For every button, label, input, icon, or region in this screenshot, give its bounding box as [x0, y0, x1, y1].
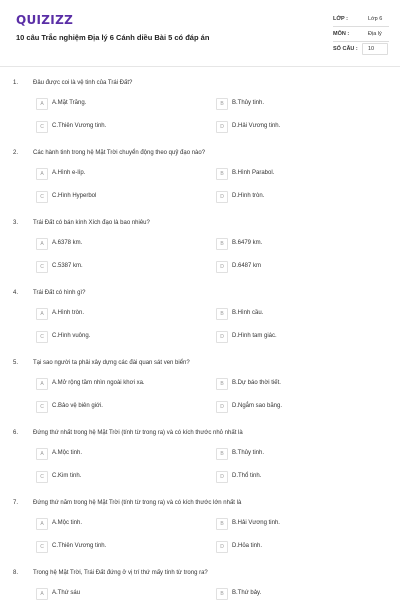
page-title: 10 câu Trắc nghiệm Địa lý 6 Cánh diều Bài 5 có đáp án	[16, 33, 210, 42]
answer-option-b[interactable]	[216, 588, 386, 600]
meta-subject-label: MÔN :	[333, 31, 350, 37]
meta-count-label: SỐ CÂU :	[333, 46, 358, 52]
question-number: 1.	[13, 80, 19, 86]
question-text: Các hành tinh trong hệ Mặt Trời chuyển động theo quỹ đạo nào?	[33, 150, 206, 156]
answer-option-b[interactable]	[216, 98, 386, 110]
answer-option-a[interactable]	[36, 98, 206, 110]
option-text: D.Hình tròn.	[232, 193, 265, 199]
answer-option-b[interactable]	[216, 518, 386, 530]
answer-option-d[interactable]	[216, 471, 386, 483]
option-text: C.Hình vuông.	[52, 333, 91, 339]
answer-option-d[interactable]	[216, 331, 386, 343]
option-letter-box: A	[36, 448, 48, 460]
header-divider	[0, 66, 400, 67]
answer-option-d[interactable]	[216, 191, 386, 203]
option-text: A.6378 km.	[52, 240, 83, 246]
question-number: 2.	[13, 150, 19, 156]
answer-option-a[interactable]	[36, 308, 206, 320]
answer-option-c[interactable]	[36, 121, 206, 133]
question-text: Trong hệ Mặt Trời, Trái Đất đứng ở vị trí thứ mấy tính từ trong ra?	[33, 570, 208, 576]
answer-option-a[interactable]	[36, 588, 206, 600]
answer-option-c[interactable]	[36, 471, 206, 483]
option-text: A.Hình e-líp.	[52, 170, 86, 176]
option-text: D.Ngắm sao băng.	[232, 403, 283, 409]
question-number: 3.	[13, 220, 19, 226]
option-text: A.Mộc tinh.	[52, 450, 83, 456]
option-letter-box: B	[216, 378, 228, 390]
answer-option-c[interactable]	[36, 331, 206, 343]
option-text: B.Thủy tinh.	[232, 100, 265, 106]
option-text: B.Thứ bảy.	[232, 590, 262, 596]
option-letter-box: B	[216, 448, 228, 460]
option-text: C.Bảo vệ biên giới.	[52, 403, 103, 409]
option-text: B.Dự báo thời tiết.	[232, 380, 281, 386]
option-letter-box: B	[216, 238, 228, 250]
option-letter-box: C	[36, 471, 48, 483]
option-letter-box: B	[216, 588, 228, 600]
question-text: Đứng thứ năm trong hệ Mặt Trời (tính từ trong ra) và có kích thước lớn nhất là	[33, 500, 242, 506]
option-text: A.Mộc tinh.	[52, 520, 83, 526]
question-text: Đâu được coi là vệ tinh của Trái Đất?	[33, 80, 133, 86]
option-text: B.Hình Parabol.	[232, 170, 275, 176]
option-letter-box: B	[216, 98, 228, 110]
option-text: D.Hình tam giác.	[232, 333, 277, 339]
answer-option-a[interactable]	[36, 518, 206, 530]
answer-option-d[interactable]	[216, 401, 386, 413]
option-text: C.Thiên Vương tinh.	[52, 123, 107, 129]
worksheet-header	[0, 0, 400, 64]
answer-option-a[interactable]	[36, 238, 206, 250]
answer-option-d[interactable]	[216, 541, 386, 553]
question-text: Trái Đất có hình gì?	[33, 290, 86, 296]
option-text: B.Hải Vương tinh.	[232, 520, 280, 526]
answer-option-d[interactable]	[216, 121, 386, 133]
question-number: 7.	[13, 500, 19, 506]
option-letter-box: C	[36, 401, 48, 413]
answer-option-b[interactable]	[216, 238, 386, 250]
answer-option-c[interactable]	[36, 261, 206, 273]
meta-divider	[333, 26, 389, 27]
option-letter-box: C	[36, 121, 48, 133]
option-text: C.Kim tinh.	[52, 473, 82, 479]
answer-option-a[interactable]	[36, 378, 206, 390]
option-letter-box: B	[216, 518, 228, 530]
option-letter-box: D	[216, 401, 228, 413]
option-text: C.5387 km.	[52, 263, 83, 269]
option-letter-box: A	[36, 518, 48, 530]
answer-option-c[interactable]	[36, 401, 206, 413]
question-count-box	[362, 43, 388, 55]
answer-option-a[interactable]	[36, 448, 206, 460]
option-letter-box: C	[36, 331, 48, 343]
answer-option-b[interactable]	[216, 448, 386, 460]
option-letter-box: D	[216, 261, 228, 273]
option-text: A.Hình tròn.	[52, 310, 85, 316]
option-text: D.Hỏa tinh.	[232, 543, 263, 549]
option-text: B.Thủy tinh.	[232, 450, 265, 456]
option-text: A.Mặt Trăng.	[52, 100, 87, 106]
option-text: D.Thổ tinh.	[232, 473, 262, 479]
option-letter-box: C	[36, 191, 48, 203]
question-text: Đứng thứ nhất trong hệ Mặt Trời (tính từ trong ra) và có kích thước nhỏ nhất là	[33, 430, 243, 436]
option-letter-box: B	[216, 168, 228, 180]
question-text: Trái Đất có bán kính Xích đạo là bao nhiêu?	[33, 220, 150, 226]
option-letter-box: A	[36, 238, 48, 250]
option-letter-box: C	[36, 541, 48, 553]
meta-class-value: Lớp 6	[368, 16, 383, 22]
answer-option-b[interactable]	[216, 308, 386, 320]
meta-class-label: LỚP :	[333, 16, 348, 22]
question-number: 5.	[13, 360, 19, 366]
answer-option-b[interactable]	[216, 168, 386, 180]
option-text: D.6487 km	[232, 263, 262, 269]
option-text: C.Thiên Vương tinh.	[52, 543, 107, 549]
meta-subject-value: Địa lý	[368, 31, 382, 37]
question-text: Tại sao người ta phải xây dựng các đài quan sát ven biển?	[33, 360, 190, 366]
meta-count-value: 10	[368, 46, 375, 52]
option-text: A.Mở rộng tầm nhìn ngoài khơi xa.	[52, 380, 145, 386]
option-text: B.Hình cầu.	[232, 310, 264, 316]
option-letter-box: A	[36, 98, 48, 110]
question-number: 4.	[13, 290, 19, 296]
option-text: A.Thứ sáu	[52, 590, 81, 596]
question-number: 8.	[13, 570, 19, 576]
option-text: D.Hải Vương tinh.	[232, 123, 281, 129]
quizizz-logo: QUIZIZZ	[16, 13, 74, 27]
option-text: C.Hình Hyperbol	[52, 193, 97, 199]
answer-option-d[interactable]	[216, 261, 386, 273]
option-letter-box: D	[216, 331, 228, 343]
option-letter-box: A	[36, 378, 48, 390]
answer-option-c[interactable]	[36, 191, 206, 203]
option-letter-box: D	[216, 471, 228, 483]
option-letter-box: D	[216, 121, 228, 133]
option-letter-box: A	[36, 168, 48, 180]
option-letter-box: A	[36, 308, 48, 320]
option-letter-box: C	[36, 261, 48, 273]
option-letter-box: D	[216, 191, 228, 203]
option-letter-box: B	[216, 308, 228, 320]
answer-option-c[interactable]	[36, 541, 206, 553]
answer-option-b[interactable]	[216, 378, 386, 390]
option-letter-box: A	[36, 588, 48, 600]
option-letter-box: D	[216, 541, 228, 553]
answer-option-a[interactable]	[36, 168, 206, 180]
question-number: 6.	[13, 430, 19, 436]
meta-divider	[333, 41, 389, 42]
option-text: B.6479 km.	[232, 240, 263, 246]
